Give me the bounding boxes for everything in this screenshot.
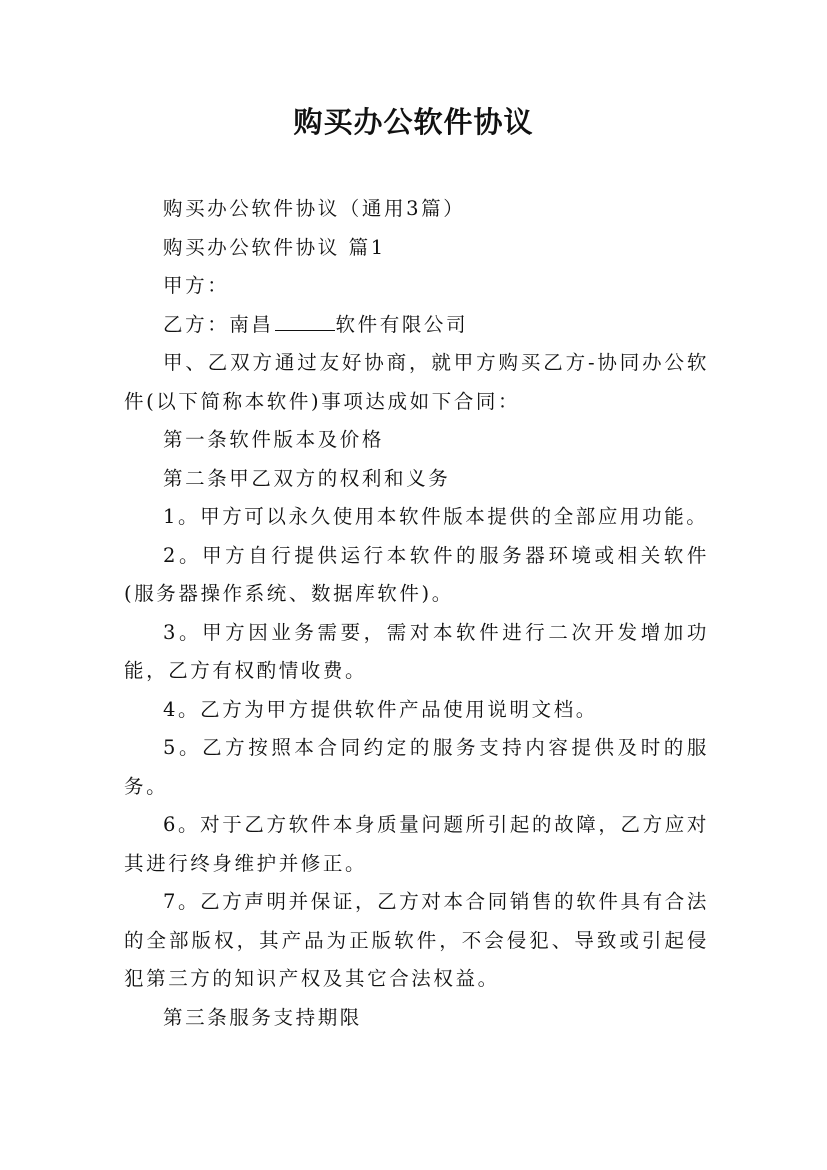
paragraph-item-6: 6。对于乙方软件本身质量问题所引起的故障，乙方应对其进行终身维护并修正。 — [124, 813, 709, 875]
document-body — [124, 190, 709, 1037]
paragraph-intro: 甲、乙双方通过友好协商，就甲方购买乙方-协同办公软件(以下简称本软件)事项达成如下合同： — [124, 351, 709, 413]
paragraph-item-1: 1。甲方可以永久使用本软件版本提供的全部应用功能。 — [163, 505, 709, 528]
paragraph-article-2: 第二条甲乙双方的权利和义务 — [163, 466, 451, 490]
paragraph-party-a: 甲方： — [163, 274, 230, 297]
paragraph-item-3: 3。甲方因业务需要，需对本软件进行二次开发增加功能，乙方有权酌情收费。 — [124, 620, 709, 682]
paragraph-item-2: 2。甲方自行提供运行本软件的服务器环境或相关软件(服务器操作系统、数据库软件)。 — [124, 543, 709, 605]
paragraph-item-4: 4。乙方为甲方提供软件产品使用说明文档。 — [163, 697, 598, 721]
paragraph-item-5: 5。乙方按照本合同约定的服务支持内容提供及时的服务。 — [124, 736, 709, 798]
paragraph-subtitle: 购买办公软件协议（通用3篇） — [163, 197, 466, 220]
paragraph-article-3: 第三条服务支持期限 — [163, 1005, 362, 1029]
blank-underline — [275, 312, 335, 331]
document-title: 购买办公软件协议 — [293, 105, 534, 139]
paragraph-item-7: 7。乙方声明并保证，乙方对本合同销售的软件具有合法的全部版权，其产品为正版软件，不会侵犯、导致或引起侵犯第三方的知识产权及其它合法权益。 — [124, 890, 709, 990]
paragraph-article-1: 第一条软件版本及价格 — [163, 428, 385, 451]
party-b-suffix: 软件有限公司 — [335, 312, 469, 336]
paragraph-section-heading: 购买办公软件协议 篇1 — [163, 235, 386, 259]
party-b-prefix: 乙方：南昌 — [163, 312, 274, 336]
paragraph-party-b — [124, 306, 709, 345]
